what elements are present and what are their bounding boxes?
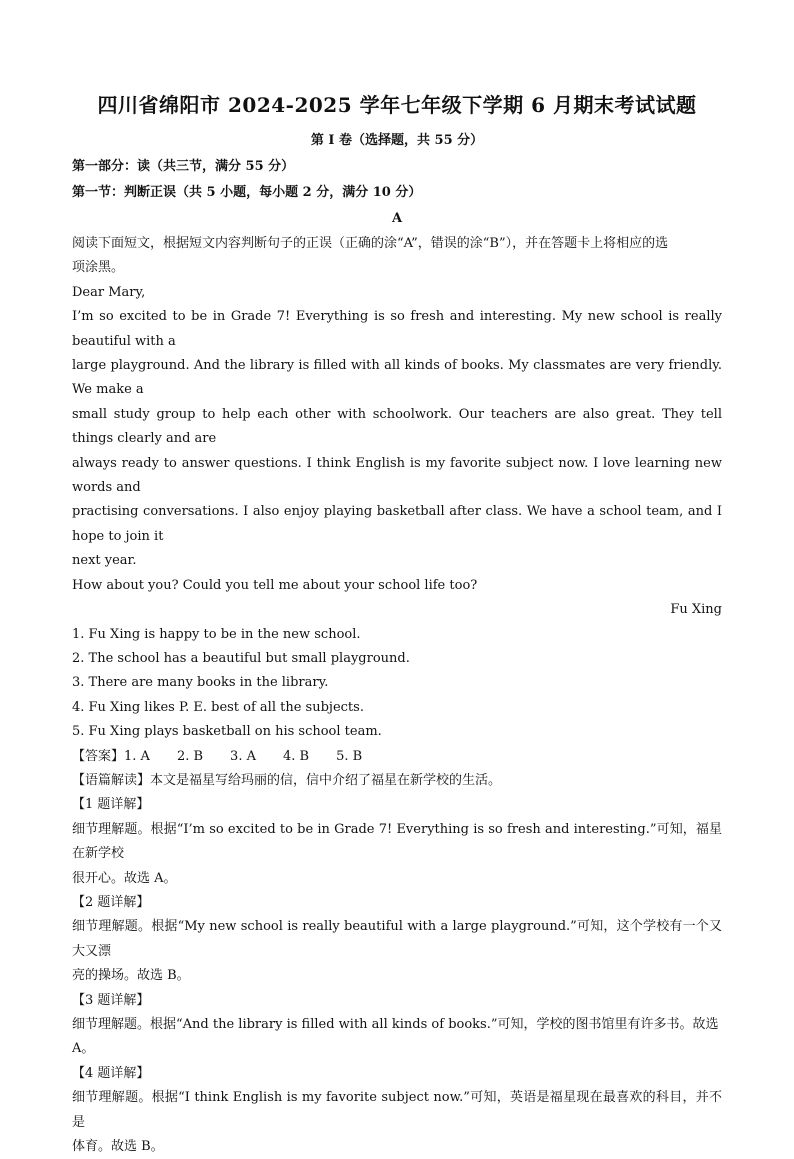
detail-line: 细节理解题。根据“I think English is my favorite subject now.”可知，英语是福星现在最喜欢的科目，并不是 xyxy=(72,1090,722,1130)
letter-line: practising conversations. I also enjoy playing basketball after class. We have a school team, and I hope to join it xyxy=(72,504,722,544)
letter-greeting: Dear Mary, xyxy=(72,284,146,300)
detail-line: 很开心。故选 A。 xyxy=(72,870,177,886)
letter-line: How about you? Could you tell me about your school life too? xyxy=(72,577,478,593)
letter xyxy=(72,281,722,623)
letter-signature: Fu Xing xyxy=(670,602,722,618)
question-item: 5. Fu Xing plays basketball on his school team. xyxy=(72,724,382,740)
answer-item: 4. B xyxy=(282,748,310,764)
detail-line: 细节理解题。根据“And the library is filled with all kinds of books.”可知，学校的图书馆里有许多书。故选 xyxy=(72,1017,719,1032)
part-one-heading: 第一部分：读（共三节，满分 55 分） xyxy=(72,159,295,174)
question-item: 3. There are many books in the library. xyxy=(72,675,329,691)
instructions xyxy=(72,232,722,281)
letter-line: small study group to help each other with schoolwork. Our teachers are also great. They tell things clearly and are xyxy=(72,406,722,447)
question-item: 1. Fu Xing is happy to be in the new school. xyxy=(72,626,361,642)
detail-line: 亮的操场。故选 B。 xyxy=(72,968,190,984)
detail-heading: 【1 题详解】 xyxy=(72,797,150,813)
page-title: 四川省绵阳市 2024-2025 学年七年级下学期 6 月期末考试试题 xyxy=(97,93,697,117)
volume-label: 第 I 卷（选择题，共 55 分） xyxy=(310,133,484,148)
question-item: 2. The school has a beautiful but small playground. xyxy=(72,650,410,666)
answer-item: 5. B xyxy=(336,748,363,764)
detail-heading: 【3 题详解】 xyxy=(72,992,150,1008)
question-item: 4. Fu Xing likes P. E. best of all the subjects. xyxy=(72,699,364,715)
detail-line: 体育。故选 B。 xyxy=(72,1139,164,1155)
answer-label: 【答案】 xyxy=(72,748,125,764)
detail-line: 细节理解题。根据“My new school is really beautiful with a large playground.”可知，这个学校有一个又大又漂 xyxy=(72,919,722,959)
passage-letter: A xyxy=(391,211,403,226)
question-list xyxy=(72,623,722,745)
detail-heading: 【4 题详解】 xyxy=(72,1065,150,1081)
letter-line: always ready to answer questions. I think English is my favorite subject now. I love learning new words and xyxy=(72,455,722,496)
answer-key xyxy=(72,745,722,769)
detail-line: 细节理解题。根据“I’m so excited to be in Grade 7! Everything is so fresh and interesting.”可知，福星在新学校 xyxy=(72,821,722,862)
detail-explanations xyxy=(72,793,722,1159)
passage-interpretation: 【语篇解读】本文是福星写给玛丽的信，信中介绍了福星在新学校的生活。 xyxy=(72,772,502,788)
answer-item: 1. A xyxy=(124,748,150,764)
detail-heading: 【2 题详解】 xyxy=(72,894,150,910)
detail-line: A。 xyxy=(72,1041,95,1057)
answer-item: 2. B xyxy=(176,748,204,764)
exam-page xyxy=(72,92,722,1159)
instruction-line: 项涂黑。 xyxy=(72,260,125,276)
answer-item: 3. A xyxy=(230,748,256,764)
letter-line: I’m so excited to be in Grade 7! Everything is so fresh and interesting. My new school is really beautiful with a xyxy=(72,309,722,349)
section-one-heading: 第一节：判断正误（共 5 小题，每小题 2 分，满分 10 分） xyxy=(72,185,422,200)
instruction-line: 阅读下面短文，根据短文内容判断句子的正误（正确的涂“A”，错误的涂“B”），并在答题卡上将相应的选 xyxy=(72,236,669,251)
letter-line: large playground. And the library is filled with all kinds of books. My classmates are very friendly. We make a xyxy=(72,358,722,398)
letter-line: next year. xyxy=(72,553,137,569)
